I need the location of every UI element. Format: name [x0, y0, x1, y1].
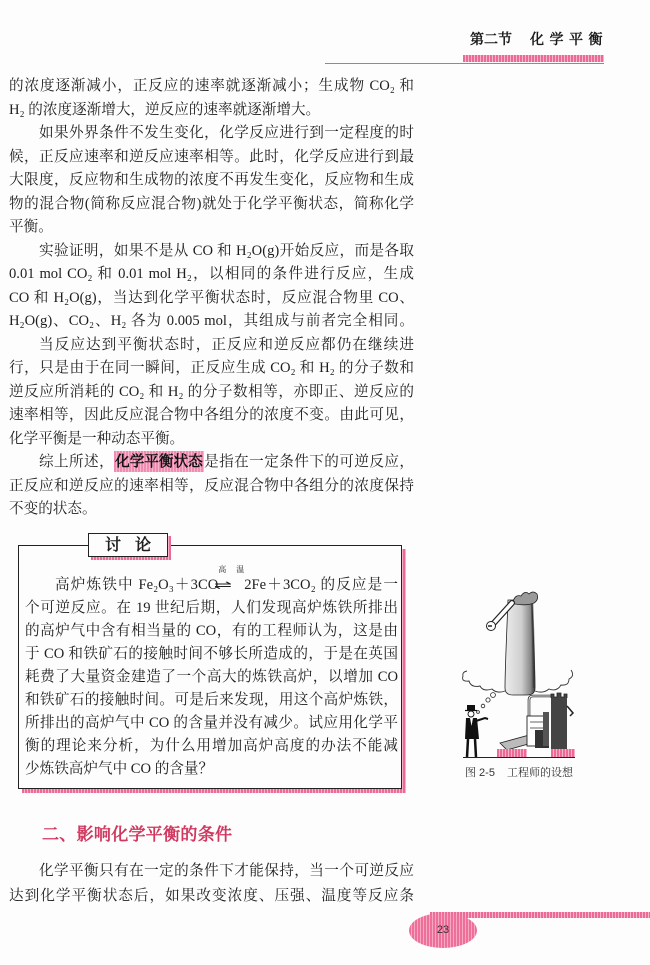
header-pink-bar: [463, 55, 604, 62]
text-line: 所排出的高炉气中 CO 的含量并没有减少。试应用化学平: [25, 715, 398, 731]
text-line: 化学平衡只有在一定的条件下才能保持，当一个可逆反应: [39, 863, 414, 879]
text-line: 大限度，反应物和生成物的浓度不再发生变化，反应物和生成: [9, 172, 414, 188]
text-line: 达到化学平衡状态后，如果改变浓度、压强、温度等反应条: [9, 887, 414, 904]
text-segment: 2Fe＋3CO₂ 的反应是一: [244, 577, 398, 593]
text-line-equation: [25, 565, 398, 597]
text-line: 候，正反应速率和逆反应速率相等。此时，化学反应进行到最: [9, 148, 414, 165]
text-line: 行，只是由于在同一瞬间，正反应生成 CO₂ 和 H₂ 的分子数和: [9, 360, 414, 376]
engineer-furnace-illustration: [455, 588, 585, 766]
arrow-glyph: ⇌: [214, 578, 233, 592]
text-segment: 高炉炼铁中 Fe₂O₃＋3CO: [55, 577, 219, 593]
section-heading: 二、影响化学平衡的条件: [42, 825, 233, 845]
figure-label: 图 2-5: [465, 767, 495, 779]
key-term-highlight: 化学平衡状态: [115, 453, 203, 470]
figure-caption-text: 工程师的设想: [506, 767, 573, 779]
section-text: [9, 859, 414, 908]
text-line: 个可逆反应。在 19 世纪后期，人们发现高炉炼铁所排出: [25, 600, 398, 616]
text-line: CO 和 H₂O(g)，当达到化学平衡状态时，反应混合物里 CO、: [9, 289, 414, 306]
text-segment: 综上所述，: [39, 454, 115, 470]
text-line: 不变的状态。: [9, 501, 97, 517]
text-line: 耗费了大量资金建造了一个高大的炼铁高炉，以增加 CO: [25, 669, 398, 685]
text-line: 0.01 mol CO₂ 和 0.01 mol H₂，以相同的条件进行反应，生成: [9, 266, 414, 282]
text-line: [9, 451, 414, 475]
text-line: 正反应和逆反应的速率相等，反应混合物中各组分的浓度保持: [9, 477, 414, 494]
text-line: 逆反应所消耗的 CO₂ 和 H₂ 的分子数相等，亦即正、逆反应的: [9, 383, 414, 400]
text-line: 衡的理论来分析，为什么用增加高炉高度的办法不能减: [25, 738, 398, 754]
paragraph: [9, 240, 414, 334]
main-text: [9, 75, 414, 522]
paragraph: [9, 334, 414, 452]
header-rule: [325, 63, 604, 64]
text-line: 如果外界条件不发生变化，化学反应进行到一定程度的时: [39, 125, 414, 141]
running-header: [470, 31, 608, 49]
text-line: 和铁矿石的接触时间。可是后来发现，用这个高炉炼铁，: [25, 692, 398, 708]
reversible-arrow-icon: [214, 565, 245, 597]
reaction-condition: 高温: [218, 565, 245, 574]
text-line: 平衡。: [9, 219, 53, 235]
section-number: 第二节: [470, 32, 512, 48]
text-segment: 是指在一定条件下的可逆反应，: [203, 454, 414, 470]
figure-caption: [465, 766, 573, 780]
chapter-title: 化学平衡: [530, 32, 608, 48]
discussion-text: [25, 565, 398, 781]
text-line: 少炼铁高炉气中 CO 的含量？: [25, 761, 214, 777]
text-line: 的浓度逐渐减小，正反应的速率就逐渐减小；生成物 CO₂ 和: [9, 78, 414, 94]
text-line: H₂O(g)、CO₂、H₂ 各为 0.005 mol，其组成与前者完全相同。: [9, 313, 414, 329]
text-line: 实验证明，如果不是从 CO 和 H₂O(g)开始反应，而是各取: [39, 242, 414, 259]
paragraph: [9, 122, 414, 240]
text-line: 速率相等，因此反应混合物中各组分的浓度不变。由此可见，: [9, 407, 414, 423]
paragraph: [9, 75, 414, 122]
text-line: H₂ 的浓度逐渐增大，逆反应的速率就逐渐增大。: [9, 101, 321, 118]
text-line: 的高炉气中含有相当量的 CO，有的工程师认为，这是由: [25, 623, 398, 639]
paragraph: [9, 451, 414, 522]
text-line: 当反应达到平衡状态时，正反应和逆反应都仍在继续进: [39, 336, 414, 353]
text-line: 于 CO 和铁矿石的接触时间不够长所造成的，于是在英国: [25, 646, 398, 662]
page-number-badge: 23: [409, 913, 477, 948]
text-line: 化学平衡是一种动态平衡。: [9, 430, 185, 447]
text-line: 物的混合物(简称反应混合物)就处于化学平衡状态，简称化学: [9, 195, 414, 212]
discussion-title: 讨论: [88, 533, 168, 557]
